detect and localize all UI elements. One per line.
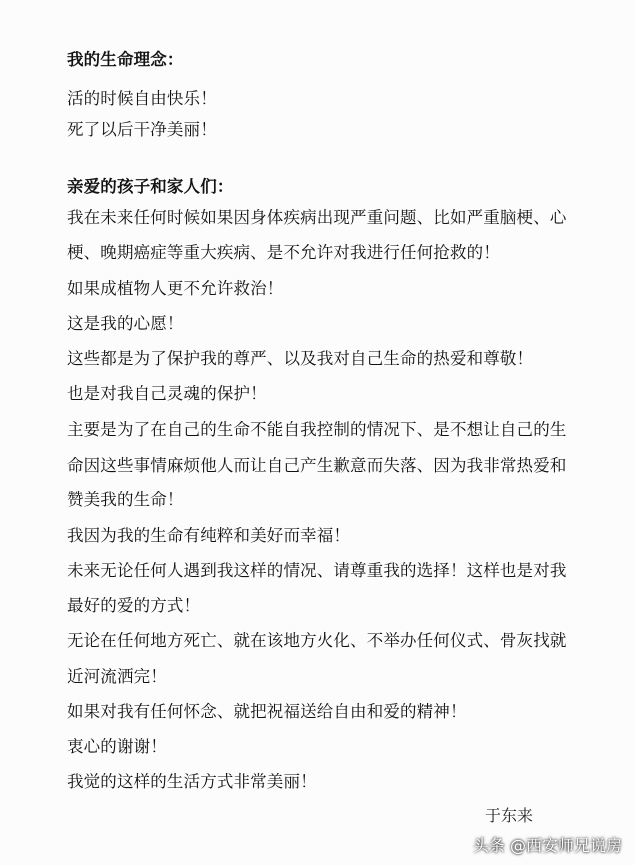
text-line: 最好的爱的方式！ xyxy=(67,596,201,615)
text-line: 近河流洒完！ xyxy=(67,667,167,686)
greeting-heading: 亲爱的孩子和家人们： xyxy=(67,177,234,196)
watermark xyxy=(473,829,622,859)
text-line: 这是我的心愿！ xyxy=(67,314,184,333)
text-line: 也是对我自己灵魂的保护！ xyxy=(67,384,267,403)
text-line: 衷心的谢谢！ xyxy=(67,737,167,756)
text-line: 命因这些事情麻烦他人而让自己产生歉意而失落、因为我非常热爱和 xyxy=(67,456,567,475)
text-line: 赞美我的生命！ xyxy=(67,490,184,509)
text-line: 梗、晚期癌症等重大疾病、是不允许对我进行任何抢救的！ xyxy=(67,243,500,262)
text-line: 我觉的这样的生活方式非常美丽！ xyxy=(67,772,317,791)
text-line: 主要是为了在自己的生命不能自我控制的情况下、是不想让自己的生 xyxy=(67,420,567,439)
watermark-text: 头条 @西安师兄说房 xyxy=(472,835,622,855)
signature: 于东来 xyxy=(485,806,534,825)
text-line: 未来无论任何人遇到我这样的情况、请尊重我的选择！这样也是对我 xyxy=(67,561,567,580)
text-line: 如果成植物人更不允许救治！ xyxy=(67,279,284,298)
text-line: 这些都是为了保护我的尊严、以及我对自己生命的热爱和尊敬！ xyxy=(67,349,534,368)
life-philosophy-heading: 我的生命理念： xyxy=(67,50,184,69)
text-line: 死了以后干净美丽！ xyxy=(67,120,217,139)
text-line: 活的时候自由快乐！ xyxy=(67,89,217,108)
text-line: 我因为我的生命有纯粹和美好而幸福！ xyxy=(67,526,351,545)
text-line: 我在未来任何时候如果因身体疾病出现严重问题、比如严重脑梗、心 xyxy=(67,208,567,227)
text-line: 如果对我有任何怀念、就把祝福送给自由和爱的精神！ xyxy=(67,702,467,721)
text-line: 无论在任何地方死亡、就在该地方火化、不举办任何仪式、骨灰找就 xyxy=(67,631,567,650)
